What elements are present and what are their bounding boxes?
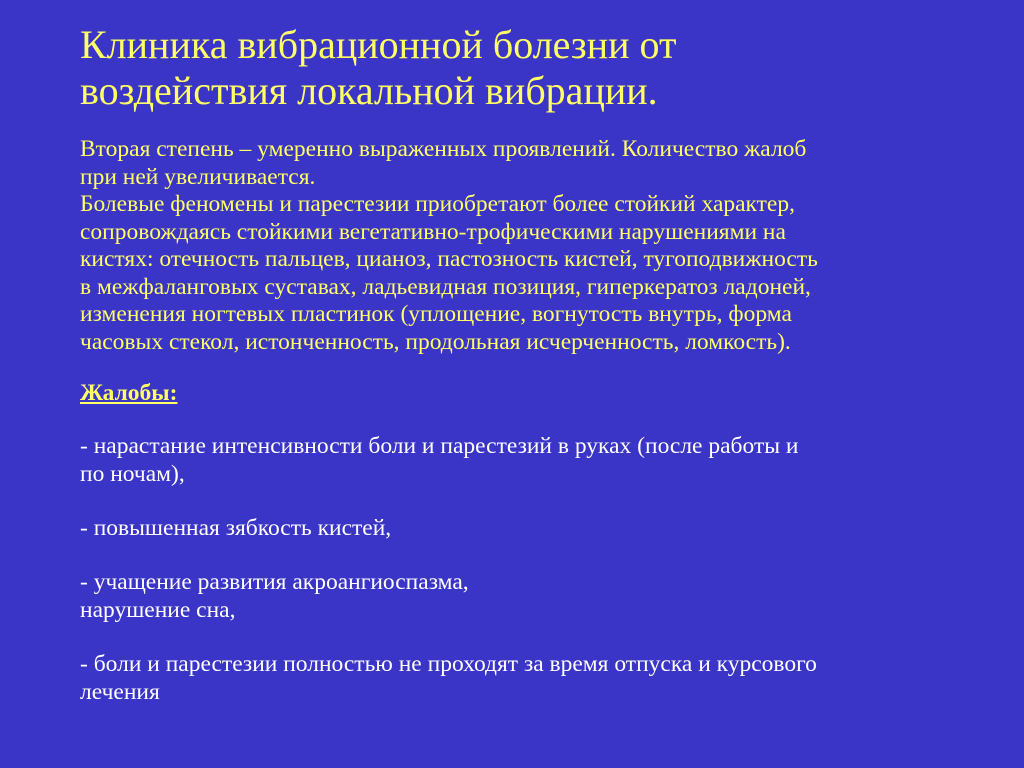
intro-line: сопровождаясь стойкими вегетативно-трофическими нарушениями на: [80, 218, 786, 245]
complaint-line: - боли и парестезии полностью не проходят за время отпуска и курсового: [80, 651, 817, 677]
complaints-list: [80, 432, 1000, 732]
intro-line: изменения ногтевых пластинок (уплощение, вогнутость внутрь, форма: [80, 301, 792, 327]
intro-line: в межфаланговых суставах, ладьевидная позиция, гиперкератоз ладоней,: [80, 273, 811, 300]
complaint-line: - повышенная зябкость кистей,: [80, 515, 392, 541]
intro-line: Вторая степень – умеренно выраженных проявлений. Количество жалоб: [80, 136, 807, 162]
complaint-line: - нарастание интенсивности боли и парестезий в руках (после работы и: [80, 433, 799, 459]
complaint-line: лечения: [80, 679, 160, 705]
slide-title-line: воздействия локальной вибрации.: [80, 68, 658, 113]
intro-line: кистях: отечность пальцев, цианоз, пастозность кистей, тугоподвижность: [80, 246, 818, 272]
complaint-item: [80, 432, 1000, 488]
complaints-heading: Жалобы:: [80, 380, 178, 406]
complaint-line: нарушение сна,: [80, 597, 236, 623]
slide-title: [80, 22, 980, 114]
intro-line: при ней увеличивается.: [80, 163, 316, 190]
complaint-line: - учащение развития акроангиоспазма,: [80, 569, 469, 595]
intro-line: Болевые феномены и парестезии приобретают более стойкий характер,: [80, 191, 795, 217]
intro-line: часовых стекол, истонченность, продольная исчерченность, ломкость).: [80, 328, 791, 355]
intro-paragraph: [80, 136, 1000, 356]
complaint-item: [80, 568, 1000, 624]
complaint-line: по ночам),: [80, 461, 185, 487]
complaint-item: [80, 514, 1000, 542]
slide-title-line: Клиника вибрационной болезни от: [80, 22, 677, 67]
complaint-item: [80, 650, 1000, 706]
